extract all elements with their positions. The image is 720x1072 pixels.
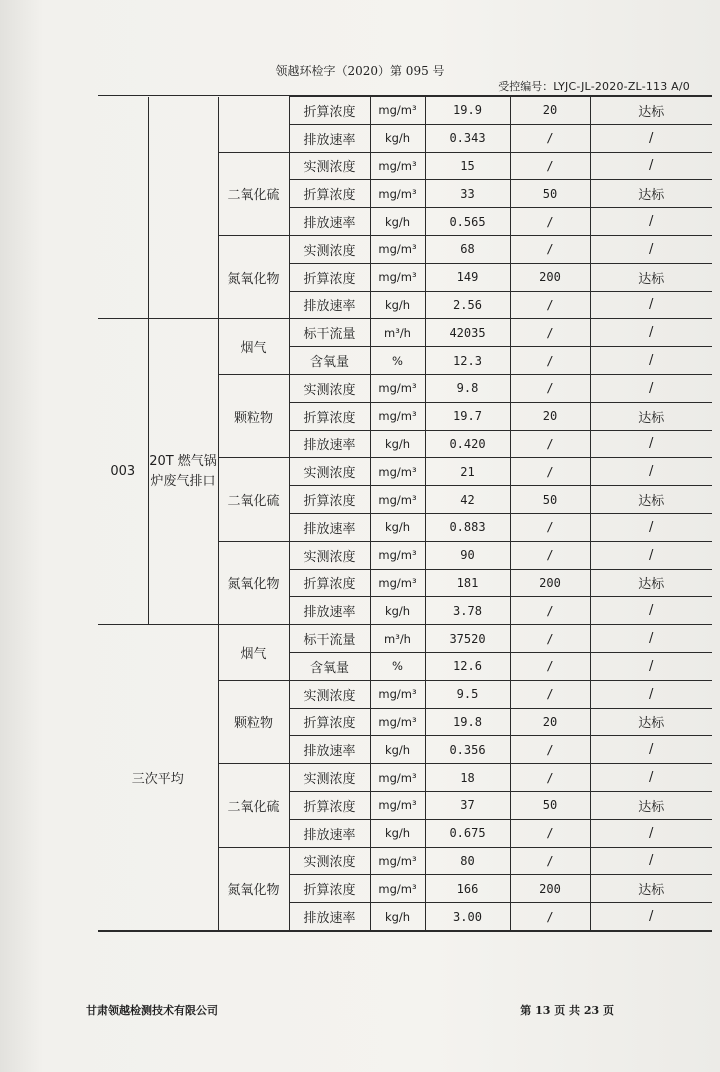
item-cell: 排放速率 bbox=[289, 903, 370, 931]
pollutant-cell: 颗粒物 bbox=[218, 680, 289, 763]
item-cell: 折算浓度 bbox=[289, 791, 370, 819]
unit-cell: m³/h bbox=[370, 625, 425, 653]
continued-source-cell bbox=[148, 97, 218, 319]
limit-cell: / bbox=[510, 430, 590, 458]
unit-cell: mg/m³ bbox=[370, 235, 425, 263]
unit-cell: kg/h bbox=[370, 736, 425, 764]
result-cell: 达标 bbox=[590, 263, 712, 291]
unit-cell: % bbox=[370, 652, 425, 680]
item-cell: 实测浓度 bbox=[289, 374, 370, 402]
value-cell: 19.8 bbox=[425, 708, 510, 736]
average-label-cell: 三次平均 bbox=[98, 625, 218, 931]
unit-cell: mg/m³ bbox=[370, 97, 425, 125]
value-cell: 12.6 bbox=[425, 652, 510, 680]
pollutant-cell: 氮氧化物 bbox=[218, 847, 289, 930]
item-cell: 折算浓度 bbox=[289, 569, 370, 597]
value-cell: 0.420 bbox=[425, 430, 510, 458]
item-cell: 实测浓度 bbox=[289, 541, 370, 569]
value-cell: 9.5 bbox=[425, 680, 510, 708]
continued-id-cell bbox=[98, 97, 148, 319]
unit-cell: mg/m³ bbox=[370, 847, 425, 875]
item-cell: 含氧量 bbox=[289, 652, 370, 680]
value-cell: 149 bbox=[425, 263, 510, 291]
unit-cell: mg/m³ bbox=[370, 791, 425, 819]
limit-cell: 20 bbox=[510, 402, 590, 430]
result-cell: 达标 bbox=[590, 97, 712, 125]
result-cell: / bbox=[590, 903, 712, 931]
pollutant-cell: 二氧化硫 bbox=[218, 152, 289, 235]
limit-cell: / bbox=[510, 541, 590, 569]
limit-cell: 200 bbox=[510, 875, 590, 903]
value-cell: 2.56 bbox=[425, 291, 510, 319]
unit-cell: mg/m³ bbox=[370, 875, 425, 903]
limit-cell: / bbox=[510, 819, 590, 847]
unit-cell: kg/h bbox=[370, 291, 425, 319]
unit-cell: mg/m³ bbox=[370, 180, 425, 208]
pollutant-cell: 二氧化硫 bbox=[218, 458, 289, 541]
limit-cell: / bbox=[510, 680, 590, 708]
item-cell: 实测浓度 bbox=[289, 235, 370, 263]
item-cell: 实测浓度 bbox=[289, 458, 370, 486]
limit-cell: / bbox=[510, 903, 590, 931]
item-cell: 实测浓度 bbox=[289, 152, 370, 180]
value-cell: 90 bbox=[425, 541, 510, 569]
limit-cell: / bbox=[510, 319, 590, 347]
limit-cell: 50 bbox=[510, 180, 590, 208]
unit-cell: mg/m³ bbox=[370, 541, 425, 569]
value-cell: 181 bbox=[425, 569, 510, 597]
result-cell: / bbox=[590, 541, 712, 569]
item-cell: 排放速率 bbox=[289, 736, 370, 764]
result-cell: / bbox=[590, 152, 712, 180]
value-cell: 166 bbox=[425, 875, 510, 903]
footer-rule bbox=[98, 931, 712, 932]
value-cell: 3.00 bbox=[425, 903, 510, 931]
limit-cell: / bbox=[510, 235, 590, 263]
item-cell: 折算浓度 bbox=[289, 97, 370, 125]
result-cell: / bbox=[590, 374, 712, 402]
table-row bbox=[98, 319, 712, 347]
limit-cell: / bbox=[510, 458, 590, 486]
result-cell: 达标 bbox=[590, 569, 712, 597]
result-cell: / bbox=[590, 513, 712, 541]
continued-pollutant-cell bbox=[218, 97, 289, 153]
limit-cell: / bbox=[510, 291, 590, 319]
pollutant-cell: 颗粒物 bbox=[218, 374, 289, 457]
item-cell: 排放速率 bbox=[289, 430, 370, 458]
result-cell: / bbox=[590, 458, 712, 486]
unit-cell: mg/m³ bbox=[370, 764, 425, 792]
item-cell: 实测浓度 bbox=[289, 680, 370, 708]
result-cell: / bbox=[590, 625, 712, 653]
value-cell: 19.9 bbox=[425, 97, 510, 125]
item-cell: 排放速率 bbox=[289, 208, 370, 236]
result-cell: 达标 bbox=[590, 180, 712, 208]
limit-cell: / bbox=[510, 847, 590, 875]
unit-cell: kg/h bbox=[370, 124, 425, 152]
value-cell: 33 bbox=[425, 180, 510, 208]
unit-cell: m³/h bbox=[370, 319, 425, 347]
value-cell: 37 bbox=[425, 791, 510, 819]
source-name-cell: 20T 燃气锅炉废气排口 bbox=[148, 319, 218, 625]
limit-cell: / bbox=[510, 374, 590, 402]
unit-cell: kg/h bbox=[370, 208, 425, 236]
item-cell: 排放速率 bbox=[289, 513, 370, 541]
item-cell: 排放速率 bbox=[289, 819, 370, 847]
control-number-value: LYJC-JL-2020-ZL-113 A/0 bbox=[553, 80, 690, 93]
pollutant-cell: 二氧化硫 bbox=[218, 764, 289, 847]
result-cell: / bbox=[590, 124, 712, 152]
limit-cell: / bbox=[510, 597, 590, 625]
limit-cell: 200 bbox=[510, 263, 590, 291]
limit-cell: 200 bbox=[510, 569, 590, 597]
unit-cell: kg/h bbox=[370, 597, 425, 625]
result-cell: 达标 bbox=[590, 708, 712, 736]
unit-cell: mg/m³ bbox=[370, 263, 425, 291]
value-cell: 3.78 bbox=[425, 597, 510, 625]
point-id-cell: 003 bbox=[98, 319, 148, 625]
result-cell: / bbox=[590, 597, 712, 625]
unit-cell: kg/h bbox=[370, 819, 425, 847]
unit-cell: mg/m³ bbox=[370, 374, 425, 402]
unit-cell: mg/m³ bbox=[370, 486, 425, 514]
control-number bbox=[498, 78, 690, 94]
result-cell: 达标 bbox=[590, 402, 712, 430]
value-cell: 0.883 bbox=[425, 513, 510, 541]
pollutant-cell: 烟气 bbox=[218, 625, 289, 681]
control-number-label: 受控编号： bbox=[498, 80, 554, 93]
result-cell: 达标 bbox=[590, 486, 712, 514]
value-cell: 12.3 bbox=[425, 347, 510, 375]
unit-cell: mg/m³ bbox=[370, 152, 425, 180]
result-cell: / bbox=[590, 235, 712, 263]
limit-cell: / bbox=[510, 652, 590, 680]
result-cell: / bbox=[590, 652, 712, 680]
table-row bbox=[98, 625, 712, 653]
limit-cell: 50 bbox=[510, 486, 590, 514]
limit-cell: / bbox=[510, 625, 590, 653]
item-cell: 折算浓度 bbox=[289, 486, 370, 514]
limit-cell: / bbox=[510, 347, 590, 375]
item-cell: 标干流量 bbox=[289, 625, 370, 653]
page-number: 第 13 页 共 23 页 bbox=[520, 1004, 614, 1017]
item-cell: 排放速率 bbox=[289, 124, 370, 152]
value-cell: 68 bbox=[425, 235, 510, 263]
item-cell: 实测浓度 bbox=[289, 764, 370, 792]
limit-cell: / bbox=[510, 152, 590, 180]
unit-cell: mg/m³ bbox=[370, 402, 425, 430]
result-cell: / bbox=[590, 736, 712, 764]
company-name: 甘肃领越检测技术有限公司 bbox=[86, 1004, 218, 1017]
item-cell: 折算浓度 bbox=[289, 875, 370, 903]
value-cell: 15 bbox=[425, 152, 510, 180]
limit-cell: / bbox=[510, 736, 590, 764]
value-cell: 0.675 bbox=[425, 819, 510, 847]
result-cell: 达标 bbox=[590, 791, 712, 819]
item-cell: 折算浓度 bbox=[289, 263, 370, 291]
result-cell: 达标 bbox=[590, 875, 712, 903]
value-cell: 18 bbox=[425, 764, 510, 792]
item-cell: 折算浓度 bbox=[289, 402, 370, 430]
result-cell: / bbox=[590, 847, 712, 875]
unit-cell: % bbox=[370, 347, 425, 375]
unit-cell: mg/m³ bbox=[370, 680, 425, 708]
limit-cell: / bbox=[510, 124, 590, 152]
result-cell: / bbox=[590, 764, 712, 792]
unit-cell: mg/m³ bbox=[370, 458, 425, 486]
unit-cell: kg/h bbox=[370, 430, 425, 458]
item-cell: 含氧量 bbox=[289, 347, 370, 375]
unit-cell: kg/h bbox=[370, 903, 425, 931]
value-cell: 21 bbox=[425, 458, 510, 486]
value-cell: 42035 bbox=[425, 319, 510, 347]
item-cell: 折算浓度 bbox=[289, 180, 370, 208]
result-cell: / bbox=[590, 208, 712, 236]
item-cell: 标干流量 bbox=[289, 319, 370, 347]
limit-cell: 20 bbox=[510, 97, 590, 125]
limit-cell: / bbox=[510, 208, 590, 236]
result-cell: / bbox=[590, 291, 712, 319]
value-cell: 37520 bbox=[425, 625, 510, 653]
result-cell: / bbox=[590, 319, 712, 347]
pollutant-cell: 氮氧化物 bbox=[218, 235, 289, 318]
table-row bbox=[98, 97, 712, 125]
value-cell: 80 bbox=[425, 847, 510, 875]
result-cell: / bbox=[590, 819, 712, 847]
value-cell: 19.7 bbox=[425, 402, 510, 430]
unit-cell: mg/m³ bbox=[370, 569, 425, 597]
limit-cell: / bbox=[510, 513, 590, 541]
limit-cell: / bbox=[510, 764, 590, 792]
value-cell: 42 bbox=[425, 486, 510, 514]
result-cell: / bbox=[590, 680, 712, 708]
item-cell: 实测浓度 bbox=[289, 847, 370, 875]
item-cell: 折算浓度 bbox=[289, 708, 370, 736]
limit-cell: 50 bbox=[510, 791, 590, 819]
pollutant-cell: 烟气 bbox=[218, 319, 289, 375]
unit-cell: kg/h bbox=[370, 513, 425, 541]
limit-cell: 20 bbox=[510, 708, 590, 736]
pollutant-cell: 氮氧化物 bbox=[218, 541, 289, 624]
item-cell: 排放速率 bbox=[289, 597, 370, 625]
emission-results-table bbox=[98, 96, 712, 931]
unit-cell: mg/m³ bbox=[370, 708, 425, 736]
item-cell: 排放速率 bbox=[289, 291, 370, 319]
report-number: 领越环检字（2020）第 095 号 bbox=[275, 64, 445, 78]
value-cell: 0.565 bbox=[425, 208, 510, 236]
value-cell: 9.8 bbox=[425, 374, 510, 402]
value-cell: 0.356 bbox=[425, 736, 510, 764]
result-cell: / bbox=[590, 347, 712, 375]
result-cell: / bbox=[590, 430, 712, 458]
table-body bbox=[98, 97, 712, 931]
value-cell: 0.343 bbox=[425, 124, 510, 152]
